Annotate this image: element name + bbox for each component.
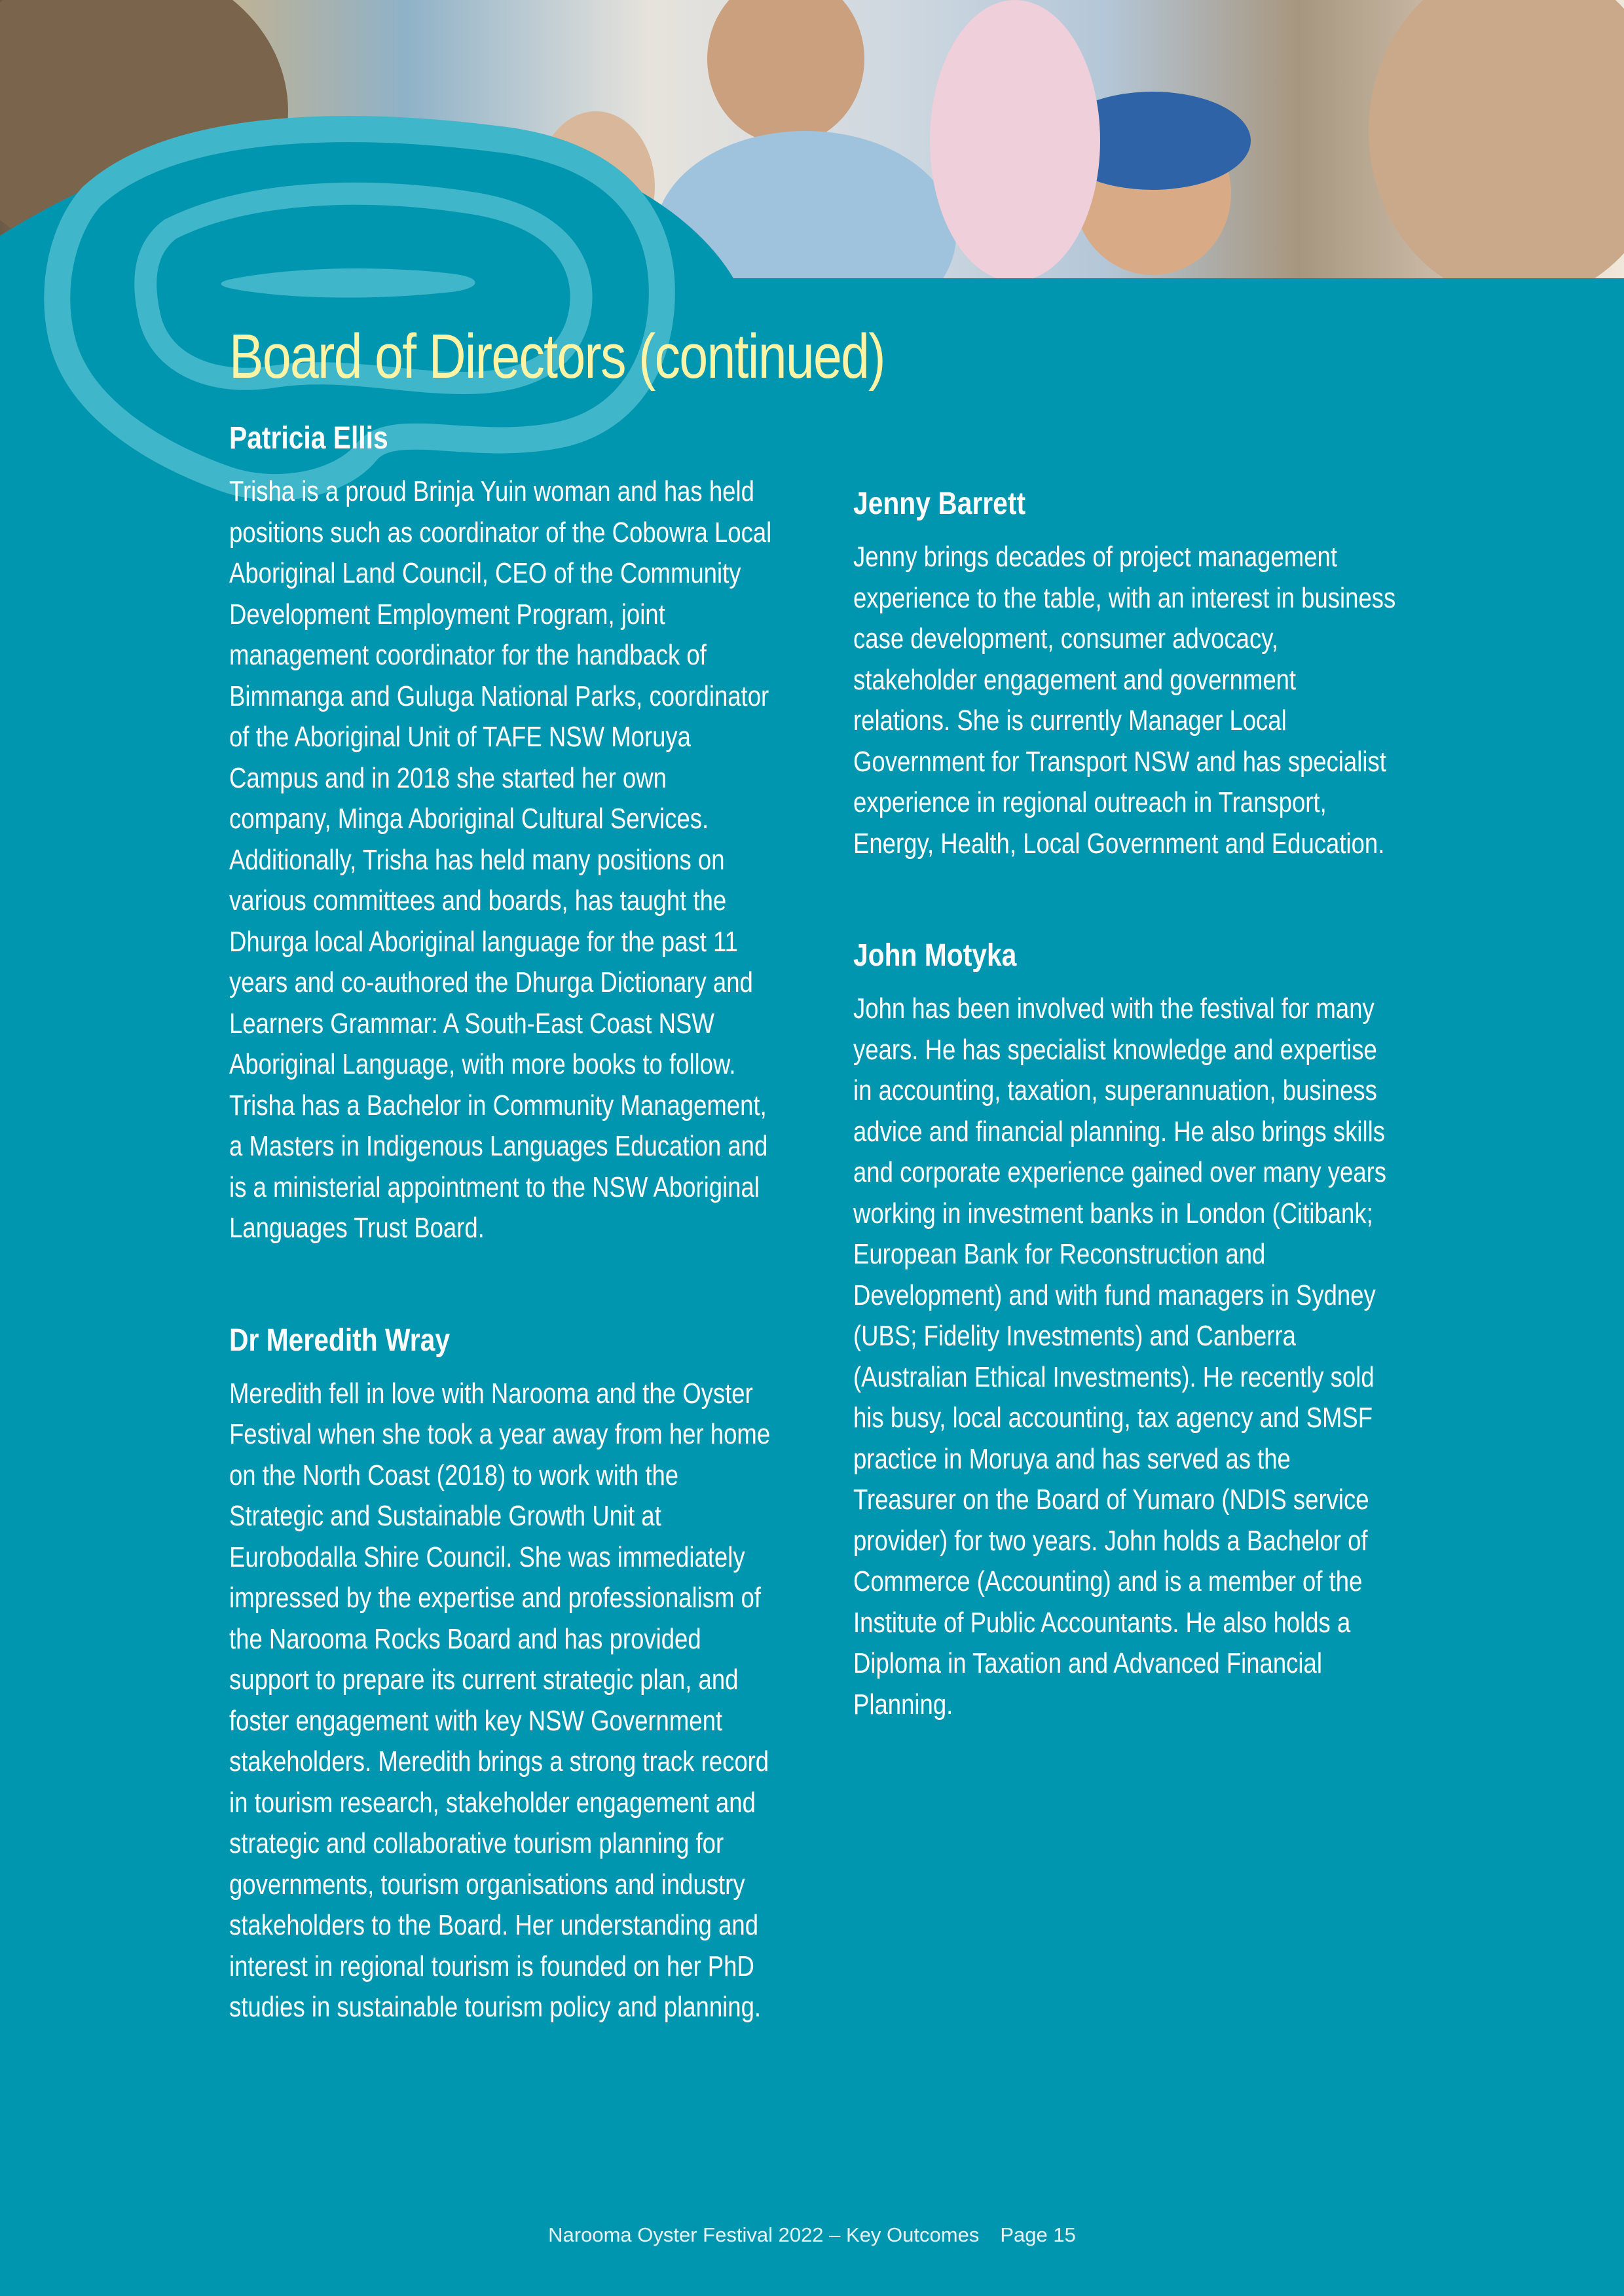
blurred-head-right xyxy=(1369,0,1624,278)
girl-pink xyxy=(930,0,1100,278)
director-bio-john-motyka xyxy=(853,936,1416,1725)
page-footer xyxy=(0,2223,1624,2247)
director-name: John Motyka xyxy=(853,938,1017,973)
director-description: Meredith fell in love with Narooma and the Oyster Festival when she took a year away from her home on the North Coast (2018) to work with the Strategic and Sustainable Growth Unit at Eurobodalla Shire Council. She was immediately impressed by the expertise and professionalism of the Narooma Rocks Board and has provided support to prepare its current strategic plan, and foster engagement with key NSW Government stakeholders. Meredith brings a strong track record in tourism research, stakeholder engagement and strategic and collaborative tourism planning for governments, tourism organisations and industry stakeholders to the Board. Her understanding and interest in regional tourism is founded on her PhD studies in sustainable tourism policy and planning. xyxy=(229,1377,771,2023)
left-column xyxy=(229,419,792,2028)
director-description: John has been involved with the festival for many years. He has specialist knowledge and expertise in accounting, taxation, superannuation, business advice and financial planning. He also brings skills and corporate experience gained over many years working in investment banks in London (Citibank; European Bank for Reconstruction and Development) and with fund managers in Sydney (UBS; Fidelity Investments) and Canberra (Australian Ethical Investments). He recently sold his busy, local accounting, tax agency and SMSF practice in Moruya and has served as the Treasurer on the Board of Yumaro (NDIS service provider) for two years. John holds a Bachelor of Commerce (Accounting) and is a member of the Institute of Public Accountants. He also holds a Diploma in Taxation and Advanced Financial Planning. xyxy=(853,993,1387,1721)
director-name: Dr Meredith Wray xyxy=(229,1322,451,1358)
page-title: Board of Directors (continued) xyxy=(229,321,885,392)
director-bio-patricia-ellis xyxy=(229,419,792,1249)
footer-publication: Narooma Oyster Festival 2022 – Key Outcomes xyxy=(548,2223,980,2246)
director-bio-jenny-barrett xyxy=(853,484,1416,864)
director-name: Patricia Ellis xyxy=(229,421,388,456)
director-name: Jenny Barrett xyxy=(853,486,1026,521)
page-number: Page 15 xyxy=(1000,2223,1076,2246)
right-column xyxy=(853,484,1416,1725)
director-description: Jenny brings decades of project management experience to the table, with an interest in business case development, consumer advocacy, stakeholder engagement and government relations. She is currently Manager Local Government for Transport NSW and has specialist experience in regional outreach in Transport, Energy, Health, Local Government and Education. xyxy=(853,541,1396,860)
director-description: Trisha is a proud Brinja Yuin woman and has held positions such as coordinator of the Cobowra Local Aboriginal Land Council, CEO of the Community Development Employment Program, joint management coordinator for the handback of Bimmanga and Guluga National Parks, coordinator of the Aboriginal Unit of TAFE NSW Moruya Campus and in 2018 she started her own company, Minga Aboriginal Cultural Services. Additionally, Trisha has held many positions on various committees and boards, has taught the Dhurga local Aboriginal language for the past 11 years and co-authored the Dhurga Dictionary and Learners Grammar: A South-East Coast NSW Aboriginal Language, with more books to follow. Trisha has a Bachelor in Community Management, a Masters in Indigenous Languages Education and is a ministerial appointment to the NSW Aboriginal Languages Trust Board. xyxy=(229,475,772,1244)
director-bio-meredith-wray xyxy=(229,1321,792,2028)
